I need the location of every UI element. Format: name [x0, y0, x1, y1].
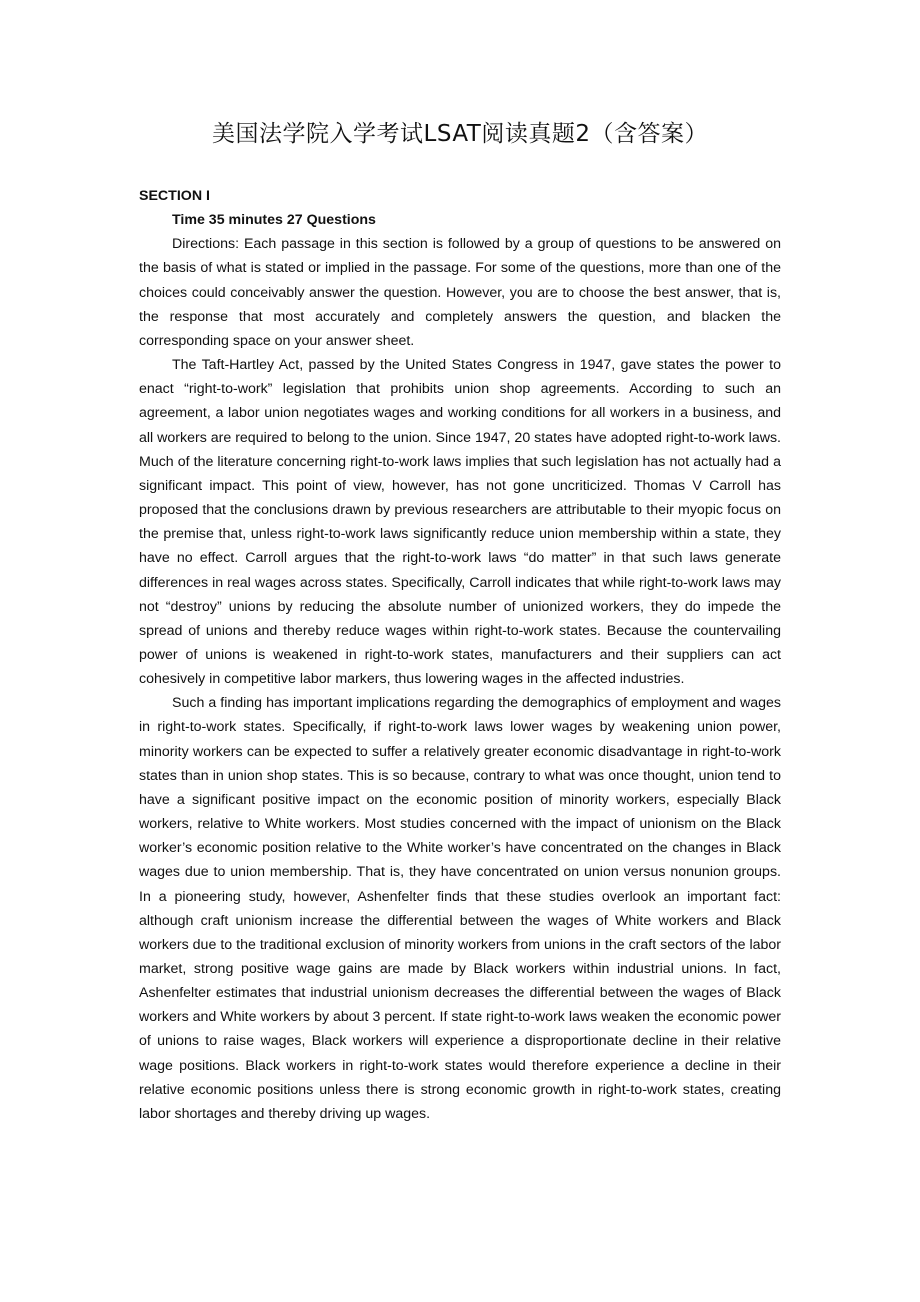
- passage-paragraph: The Taft-Hartley Act, passed by the United States Congress in 1947, gave states the power to enact “right-to-work” legislation that prohibits union shop agreements. According to such an agreement, a labor union negotiates wages and working conditions for all workers in a business, and all workers are required to belong to the union. Since 1947, 20 states have adopted right-to-work laws. Much of the literature concerning right-to-work laws implies that such legislation has not actually had a significant impact. This point of view, however, has not gone uncriticized. Thomas V Carroll has proposed that the conclusions drawn by previous researchers are attributable to their myopic focus on the premise that, unless right-to-work laws significantly reduce union membership within a state, they have no effect. Carroll argues that the right-to-work laws “do matter” in that such laws generate differences in real wages across states. Specifically, Carroll indicates that while right-to-work laws may not “destroy” unions by reducing the absolute number of unionized workers, they do impede the spread of unions and thereby reduce wages within right-to-work states. Because the countervailing power of unions is weakened in right-to-work states, manufacturers and their suppliers can act cohesively in competitive labor markers, thus lowering wages in the affected industries.: [139, 357, 781, 688]
- directions-paragraph: Directions: Each passage in this section is followed by a group of questions to be answered on the basis of what is stated or implied in the passage. For some of the questions, more than one of the choices could conceivably answer the question. However, you are to choose the best answer, that is, the response that most accurately and completely answers the question, and blacken the corresponding space on your answer sheet.: [139, 236, 781, 349]
- section-heading: SECTION I: [139, 188, 210, 204]
- document-title: 美国法学院入学考试LSAT阅读真题2（含答案）: [212, 121, 708, 147]
- passage-paragraph: Such a finding has important implications regarding the demographics of employment and wages in right-to-work states. Specifically, if right-to-work laws lower wages by weakening union power, minority workers can be expected to suffer a relatively greater economic disadvantage in right-to-work states than in union shop states. This is so because, contrary to what was once thought, union tend to have a significant positive impact on the economic position of minority workers, especially Black workers, relative to White workers. Most studies concerned with the impact of unionism on the Black worker’s economic position relative to the White worker’s have concentrated on the changes in Black wages due to union membership. That is, they have concentrated on union versus nonunion groups. In a pioneering study, however, Ashenfelter finds that these studies overlook an important fact: although craft unionism increase the differential between the wages of White workers and Black workers due to the traditional exclusion of minority workers from unions in the craft sectors of the labor market, strong positive wage gains are made by Black workers within industrial unions. In fact, Ashenfelter estimates that industrial unionism decreases the differential between the wages of Black workers and White workers by about 3 percent. If state right-to-work laws weaken the economic power of unions to raise wages, Black workers will experience a disproportionate decline in their relative wage positions. Black workers in right-to-work states would therefore experience a decline in their relative economic positions unless there is strong economic growth in right-to-work states, creating labor shortages and thereby driving up wages.: [139, 695, 781, 1122]
- document-body: [139, 184, 781, 1126]
- time-line: Time 35 minutes 27 Questions: [172, 212, 376, 229]
